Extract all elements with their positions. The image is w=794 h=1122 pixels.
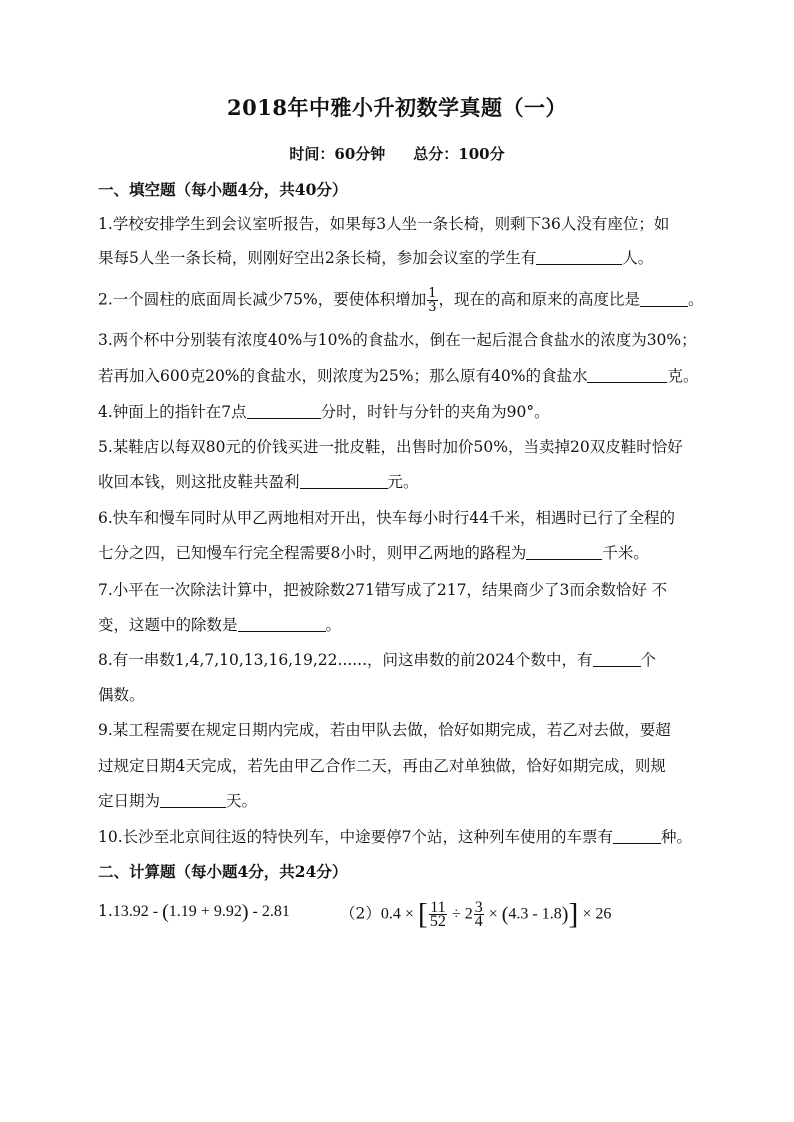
question-10 <box>98 827 718 847</box>
paren-left: ( <box>501 903 509 926</box>
calc-problem-2 <box>340 897 720 931</box>
question-9-line-2: 过规定日期4天完成，若先由甲乙合作二天，再由乙对单独做，恰好如期完成，则规 <box>98 757 666 775</box>
answer-blank[interactable] <box>300 472 388 489</box>
bracket-right: ] <box>568 897 579 931</box>
question-text: 10.长沙至北京间往返的特快列车，中途要停7个站，这种列车使用的车票有 <box>98 828 614 846</box>
question-text: 分时，时针与分针的夹角为90°。 <box>320 403 550 421</box>
question-8-line-1 <box>98 650 718 670</box>
answer-blank[interactable] <box>160 791 226 808</box>
question-text: 人。 <box>622 249 654 267</box>
paren-right: ) <box>241 901 249 923</box>
answer-blank[interactable] <box>593 650 641 667</box>
question-8-line-2: 偶数。 <box>98 686 145 704</box>
question-6-line-2 <box>98 543 718 563</box>
paren-left: ( <box>162 901 169 923</box>
section-heading-fill: 一、填空题（每小题4分，共40分） <box>98 180 348 199</box>
question-text: 变，这题中的除数是 <box>98 616 238 634</box>
answer-blank[interactable] <box>613 827 661 844</box>
answer-blank[interactable] <box>247 402 321 419</box>
question-3-line-1: 3.两个杯中分别装有浓度40%与10%的食盐水，倒在一起后混合食盐水的浓度为30%； <box>98 331 697 349</box>
question-text: ，现在的高和原来的高度比是 <box>438 290 641 309</box>
problem-label: 1. <box>98 902 113 920</box>
math-text: 13.92 - <box>112 903 163 920</box>
question-text: 果每5人坐一条长椅，则刚好空出2条长椅，参加会议室的学生有 <box>98 249 537 267</box>
question-2 <box>98 287 718 314</box>
fraction-one-third: $\frac{1}{3}$ <box>428 286 437 315</box>
section-heading-calc: 二、计算题（每小题4分，共24分） <box>98 862 348 881</box>
question-1-line-2 <box>98 248 718 268</box>
time-limit: 时间：60分钟 <box>289 145 386 163</box>
fraction-11-52: $\frac{11}{52}$ <box>429 899 446 930</box>
answer-blank[interactable] <box>536 248 622 265</box>
question-text: 。 <box>688 290 704 309</box>
question-text: 种。 <box>661 828 693 846</box>
question-text: 8.有一串数1,4,7,10,13,16,19,22......，问这串数的前2024个数中，有 <box>98 651 593 669</box>
question-text: 2.一个圆柱的底面周长减少75%，要使体积增加 <box>98 290 427 309</box>
question-text: 定日期为 <box>98 792 161 810</box>
math-text: 4.3 - 1.8 <box>508 905 562 923</box>
question-text: 4.钟面上的指针在7点 <box>98 403 247 421</box>
question-3-line-2 <box>98 366 718 386</box>
question-7-line-2 <box>98 615 718 635</box>
question-9-line-1: 9.某工程需要在规定日期内完成，若由甲队去做，恰好如期完成，若乙对去做，要超 <box>98 721 671 739</box>
question-text: 收回本钱，则这批皮鞋共盈利 <box>98 473 300 491</box>
question-9-line-3 <box>98 791 718 811</box>
fraction-3-4: $\frac{3}{4}$ <box>474 899 483 930</box>
question-6-line-1: 6.快车和慢车同时从甲乙两地相对开出，快车每小时行44千米，相遇时已行了全程的 <box>98 509 676 527</box>
exam-meta <box>0 143 794 164</box>
math-text: × <box>484 905 502 923</box>
answer-blank[interactable] <box>238 615 326 632</box>
answer-blank[interactable] <box>640 290 688 307</box>
problem-label: （2） <box>340 904 381 923</box>
question-text: 元。 <box>387 473 419 491</box>
question-text: 七分之四，已知慢车行完全程需要8小时，则甲乙两地的路程为 <box>98 544 527 562</box>
question-text: 个 <box>640 651 657 669</box>
math-text: - 2.81 <box>248 903 290 920</box>
question-text: 天。 <box>226 792 258 810</box>
paren-right: ) <box>561 903 569 926</box>
question-4 <box>98 402 718 422</box>
math-text: 0.4 × <box>380 905 418 923</box>
question-7-line-1: 7.小平在一次除法计算中，把被除数271错写成了217，结果商少了3而余数恰好 不 <box>98 581 668 599</box>
total-score: 总分：100分 <box>413 145 505 163</box>
question-5-line-2 <box>98 472 718 492</box>
question-text: 克。 <box>667 367 699 385</box>
page-title: 2018年中雅小升初数学真题（一） <box>227 95 567 120</box>
question-text: 千米。 <box>602 544 649 562</box>
math-text: 1.19 + 9.92 <box>168 903 242 920</box>
question-1-line-1: 1.学校安排学生到会议室听报告，如果每3人坐一条长椅，则剩下36人没有座位；如 <box>98 215 670 233</box>
bracket-left: [ <box>417 897 428 931</box>
question-5-line-1: 5.某鞋店以每双80元的价钱买进一批皮鞋，出售时加价50%，当卖掉20双皮鞋时恰好 <box>98 438 683 456</box>
answer-blank[interactable] <box>587 366 667 383</box>
math-text: ÷ 2 <box>447 905 473 923</box>
question-text: 若再加入600克20%的食盐水，则浓度为25%；那么原有40%的食盐水 <box>98 367 588 385</box>
answer-blank[interactable] <box>526 543 602 560</box>
math-text: × 26 <box>578 905 612 923</box>
question-text: 。 <box>325 616 342 634</box>
